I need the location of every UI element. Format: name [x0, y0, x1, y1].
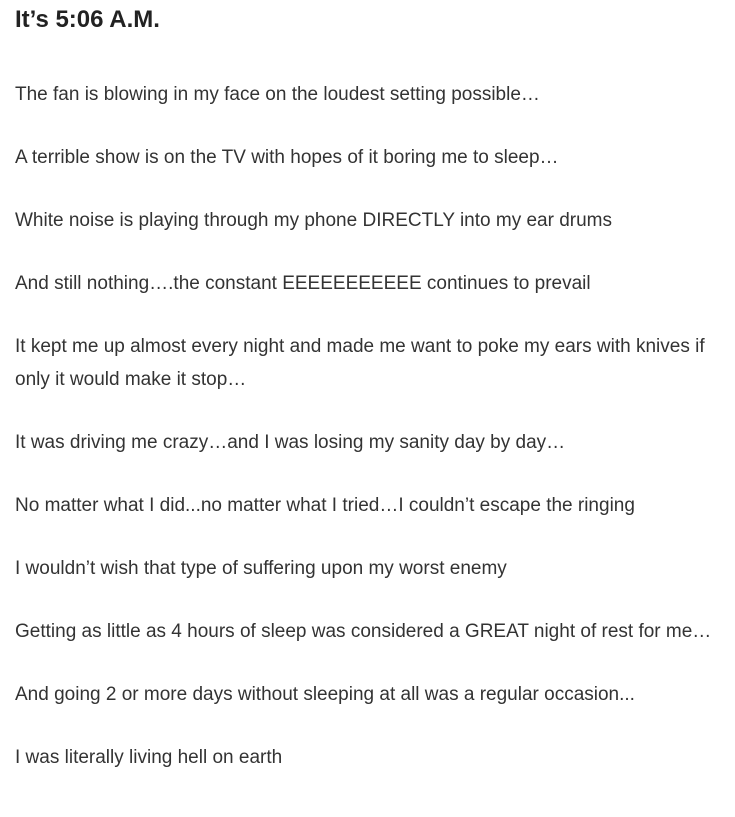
paragraph: I wouldn’t wish that type of suffering upon my worst enemy — [15, 558, 507, 579]
paragraph: And going 2 or more days without sleeping at all was a regular occasion... — [15, 684, 635, 705]
article-title: It’s 5:06 A.M. — [15, 6, 160, 33]
paragraph: A terrible show is on the TV with hopes of it boring me to sleep… — [15, 147, 559, 168]
paragraph: It was driving me crazy…and I was losing my sanity day by day… — [15, 432, 566, 453]
article — [15, 0, 715, 804]
paragraph: Getting as little as 4 hours of sleep was considered a GREAT night of rest for me… — [15, 621, 712, 642]
paragraph: It kept me up almost every night and made me want to poke my ears with knives if only it would make it stop… — [15, 336, 705, 390]
paragraph: No matter what I did...no matter what I tried…I couldn’t escape the ringing — [15, 495, 635, 516]
paragraph: White noise is playing through my phone DIRECTLY into my ear drums — [15, 210, 613, 231]
paragraph: I was literally living hell on earth — [15, 747, 283, 768]
paragraph: The fan is blowing in my face on the loudest setting possible… — [15, 84, 540, 105]
paragraph: And still nothing….the constant EEEEEEEEEEE continues to prevail — [15, 273, 591, 294]
article-body — [15, 78, 715, 774]
